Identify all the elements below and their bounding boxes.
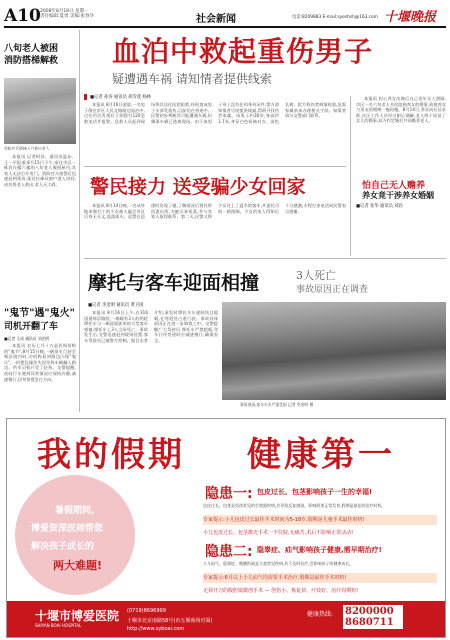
story3-paragraph: 本报讯 8月16日上午,在316国道郧县路段,一辆载有3人的两轮摩托车与一辆迎面驶来的大型客车相撞,摩托车上3人当场死亡。事故发生后,交警迅速赶到现场处置,客车驾驶员已被警方控制。据目击者介绍,事发时摩托车车速较快且超载,在弯道处占道行驶。事故具体原因正在进一步调查之中。交警提醒广大驾驶员,摩托车严禁超载,驾车行经弯道时应减速慢行,确保安全。	[84, 310, 218, 343]
story2-title: "鬼节"遇"鬼火"	[4, 308, 75, 319]
ad-slogan-2: 博爱资深医师帮您	[31, 524, 104, 534]
byline-marker	[84, 94, 87, 100]
date-text: 2008年8月18日 星期一	[40, 9, 89, 14]
ad-slogan-4: 两大难题!	[53, 559, 103, 572]
story2-byline: ■记者 王成 通讯员 刘光明	[4, 336, 50, 341]
header-rule	[4, 26, 446, 28]
edition-text: 责任编辑:夏勇 美编:张春华	[40, 14, 94, 19]
right-top-text	[356, 96, 446, 176]
worry2-label: 隐患二:	[205, 544, 253, 560]
story2-text	[84, 203, 346, 253]
main-story-text	[84, 102, 346, 162]
worry2-bullet: 无须开刀的腹腔镜微创手术 — 创伤小、恢复快、疗效好、治疗周期短!	[203, 588, 359, 594]
story1-title-line2: 消防搭梯解救	[4, 56, 59, 66]
worry2-title: 隐睾症、疝气影响孩子健康,需早期治疗!	[257, 546, 382, 554]
left-column	[4, 30, 76, 412]
hospital-advertisement	[6, 418, 446, 638]
rescue-photo	[4, 78, 76, 144]
main-byline: ■记者 孙涛 通讯员 胡雪莲 杨林	[90, 95, 152, 100]
section-title: 社会新闻	[196, 14, 236, 25]
column-divider	[79, 30, 80, 412]
worry1-text: 包皮过长、包茎是男孩常见的生殖器疾病,会导致反复感染、影响阴茎正常发育,假期是最佳的治疗时机。	[203, 503, 386, 508]
ad-title-2: 健康第一	[247, 435, 395, 475]
story3-byline: ■记者 李金明 通讯员 黄卫国	[88, 303, 144, 308]
story3-text	[84, 310, 218, 408]
hotline-number-2: 8680711	[345, 617, 394, 628]
ad-slogan-3: 解决孩子成长的	[31, 542, 95, 552]
story1-title: 八旬老人被困	[4, 44, 59, 54]
main-paragraph: 本报讯 8月16日凌晨,一名男子倒在市区人民北路路边血泊中,过往市民发现后立即拨打120急救电话并报警。急救人员赶到现场将其送往医院抢救,经检查该男子头部受重伤,目前仍在昏迷中。民警初步判断其可能遭遇车祸,但肇事车辆已逃离现场。由于该男子身上没有任何身份证件,警方请知情者尽快提供线索,帮助寻找伤者家属。该男子约30岁,身高约1.7米,身穿白色短袖衬衣、深色长裤。院方称伤者病情较重,急需家属前来办理相关手续。知情者请与交警部门联系。	[84, 102, 346, 124]
main-subhead: 疑遭遇车祸 请知情者提供线索	[112, 72, 272, 86]
contact-info: 电话:8209883 E-mail:syeshsh@163.com	[292, 15, 378, 20]
right-story-byline: ■记者 张华 通讯员 刘昌	[356, 204, 403, 209]
story1-text	[4, 154, 76, 304]
hotline-label: 健康热线:	[307, 611, 334, 618]
story2-paragraph: 本报讯 8月14日晚,一名从外地来堰打工的少女被人骗至市区后身无分文,流落街头。巡警在巡逻时发现了她,了解情况后将其带回派出所,为她买来饭菜,并与其家人取得联系。第二天,民警又将少女送上了返乡的客车,并委托司机一路照顾。少女的家人得知后十分感激,专程打来电话向民警表示感谢。	[84, 203, 346, 220]
right-story-title: 怕自己无人赡养	[362, 181, 426, 191]
hospital-website: http://www.syboai.com	[127, 626, 185, 632]
main-headline: 血泊中救起重伤男子	[112, 35, 374, 68]
hospital-name-en: SHIYAN BOAI HOSPITAL	[35, 623, 82, 628]
story2-title-line2: 司机开翻了车	[4, 322, 59, 332]
story2-divider	[84, 166, 346, 167]
story2-paragraph: 本报讯 农历七月十五是民间俗称的"鬼节",8月15日晚,一辆货车行驶至郧县境内时,司机称看到路边闪现"鬼火",一时慌乱操作失误导致车辆翻入路边。所幸司机只受了轻伤。交警提醒,夜间行车遇到异常情况应保持冷静,减速慢行,切勿惊慌急打方向。	[4, 343, 76, 382]
ad-circle-bg	[15, 475, 135, 595]
hospital-address: 十堰市北京南路58号(市五堰商场对面)	[127, 618, 213, 624]
story3-headline: 摩托与客车迎面相撞	[88, 272, 260, 294]
page-number: A10	[4, 6, 41, 26]
story1-paragraph: 本报讯 记者柯昌、通讯员温东、王一平报道:8月15日下午,家住市区一栋居民楼六楼的八旬老人被困屋内,其家人无法打开房门。消防官兵接警后迅速赶到现场,架设拉梯从窗户进入房间,成功将老人救出,老人无大碍。	[4, 154, 76, 187]
hospital-name: 十堰市博爱医院	[35, 609, 120, 623]
story3-divider	[84, 258, 446, 259]
ad-slogan-1: 暑假期间,	[55, 506, 95, 516]
right-top-paragraph: 本报讯 担心养女出嫁后自己老年无人照顾,市区一名六旬老人多次阻挠养女的婚事,致使养女与男友的婚期一拖再拖。8月14日,养女向社区求助,社区工作人员经过耐心调解,老人终于同意了女儿的婚事,双方约定婚后共同赡养老人。	[356, 96, 446, 124]
accident-photo	[222, 302, 446, 400]
right-story-title2: 养女竟干涉养女婚姻	[362, 190, 434, 200]
hospital-phone: (0719)8696999	[127, 608, 166, 614]
worry2-text: 小儿疝气、隐睾症、鞘膜积液是儿童常见疾病,若不及时治疗,会影响孩子的健康成长。	[203, 561, 354, 566]
worry2-highlight: 专家提示:6月以上小儿疝气均需要手术治疗,假期是最佳手术时机!	[203, 573, 437, 583]
worry1-label: 隐患一:	[205, 486, 253, 502]
story2-text	[4, 343, 76, 411]
accident-photo-caption: 事故现场,客车车头严重受损 记者 李金明 摄	[240, 402, 314, 407]
date-line	[40, 9, 100, 19]
hotline-number: 8200000	[345, 606, 394, 617]
caption-1: 消防官兵搭梯入户救出老人	[4, 146, 50, 150]
worry1-title: 包皮过长、包茎影响孩子一生的幸福!	[257, 488, 373, 496]
worry1-bullet: 小儿包皮过长、包茎激光手术一不住院,无痛苦,术后不影响正常活动!	[203, 530, 354, 536]
story2-headline: 警民接力 送受骗少女回家	[90, 176, 306, 198]
worry1-highlight: 专家提示:小儿包皮过长最佳手术时间为5-18岁,假期是儿童手术最佳时机!	[203, 515, 437, 525]
page-header	[0, 0, 450, 30]
story3-subhead-1: 3人死亡	[296, 269, 336, 282]
right-divider	[350, 96, 351, 256]
ad-title-1: 我的假期	[37, 435, 185, 475]
newspaper-logo: 十堰晚报	[384, 10, 437, 25]
story3-subhead-2: 事故原因正在调查	[296, 285, 369, 295]
